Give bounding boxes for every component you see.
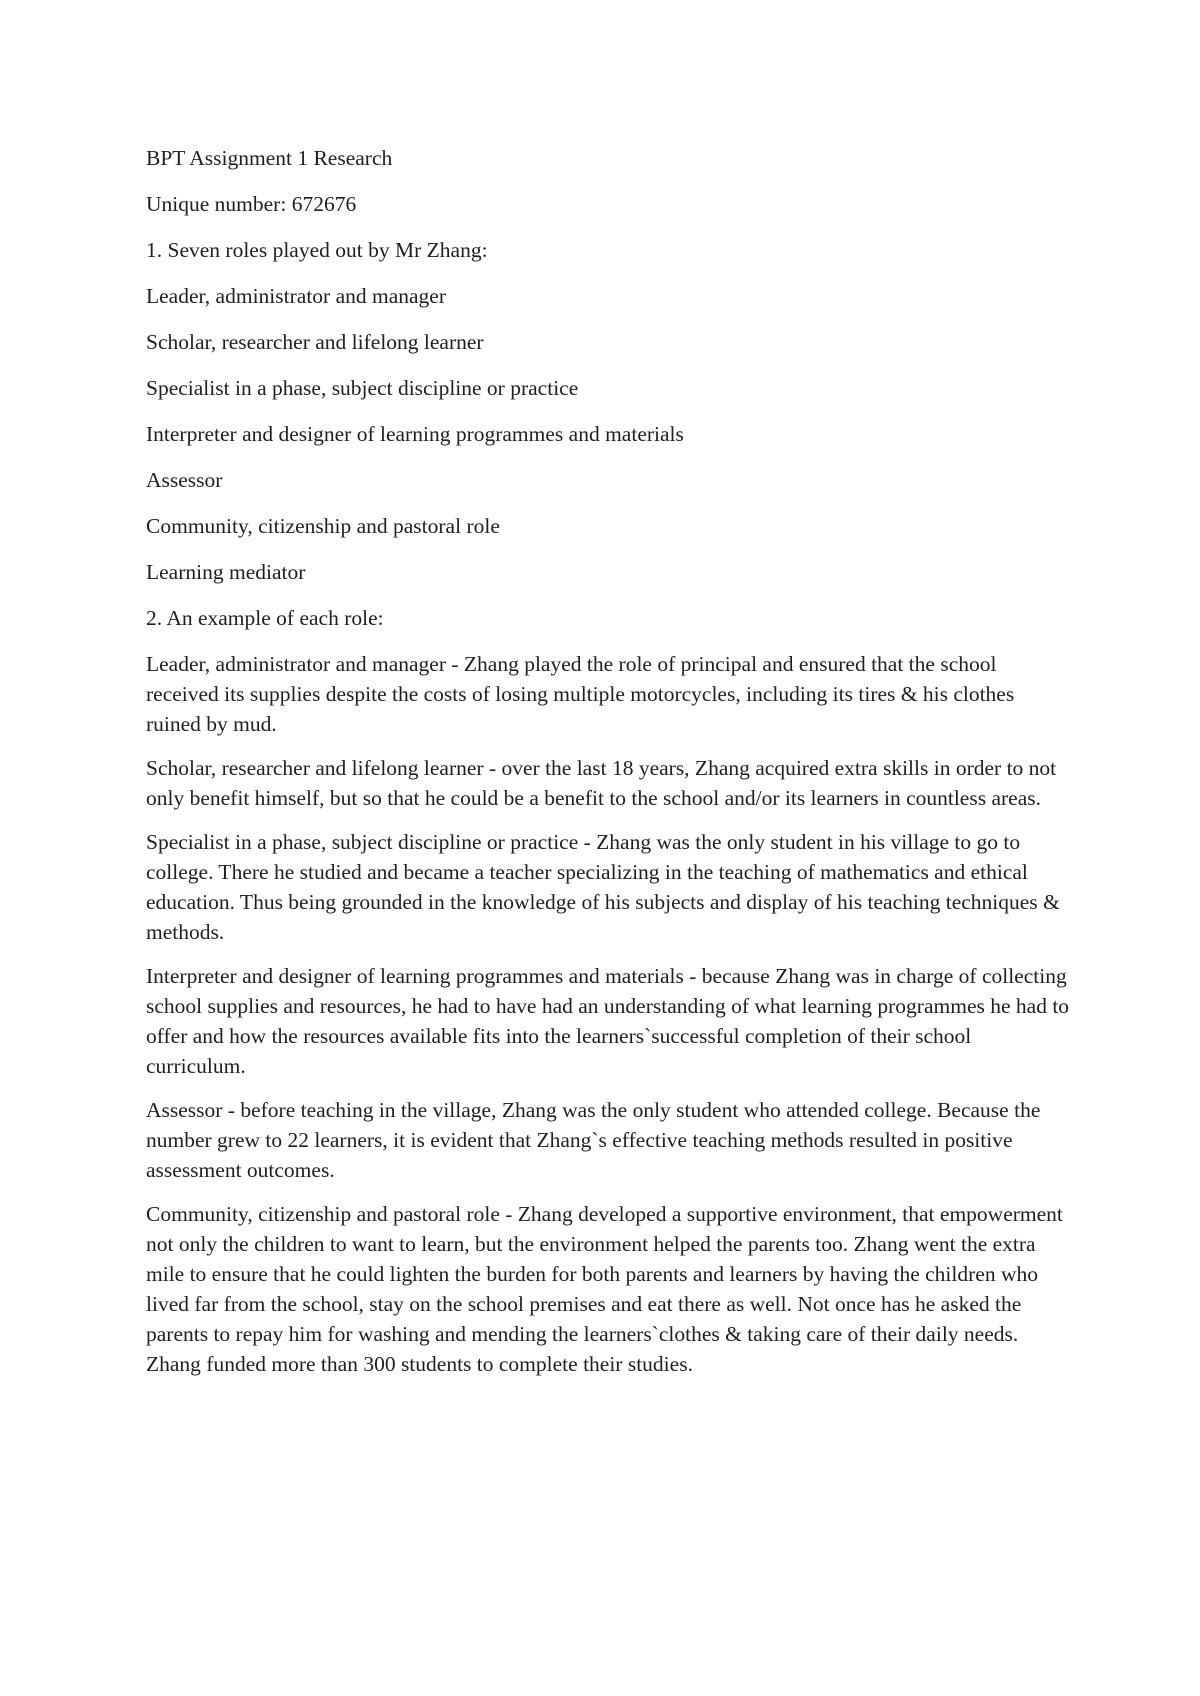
role-example-paragraph: Assessor - before teaching in the village, Zhang was the only student who attended college. Because the number grew to 22 learners, it is evident that Zhang`s effective teaching methods resulted in positive assessment outcomes. (146, 1098, 1041, 1182)
unique-number: Unique number: 672676 (146, 192, 357, 216)
question-2-heading: 2. An example of each role: (146, 606, 384, 630)
document-title: BPT Assignment 1 Research (146, 146, 393, 170)
role-item: Interpreter and designer of learning programmes and materials (146, 422, 684, 446)
role-example-paragraph: Interpreter and designer of learning programmes and materials - because Zhang was in charge of collecting school supplies and resources, he had to have had an understanding of what learning programmes he had to offer and how the resources available fits into the learners`successful completion of their school curriculum. (146, 964, 1070, 1078)
role-item: Learning mediator (146, 560, 306, 584)
role-item: Assessor (146, 468, 223, 492)
role-example-paragraph: Scholar, researcher and lifelong learner - over the last 18 years, Zhang acquired extra skills in order to not only benefit himself, but so that he could be a benefit to the school and/or its learners in countless areas. (146, 756, 1057, 810)
role-item: Community, citizenship and pastoral role (146, 514, 500, 538)
role-item: Leader, administrator and manager (146, 284, 447, 308)
role-example-paragraph: Specialist in a phase, subject discipline or practice - Zhang was the only student in his village to go to college. There he studied and became a teacher specializing in the teaching of mathematics and ethical education. Thus being grounded in the knowledge of his subjects and display of his teaching techniques & methods. (146, 830, 1060, 944)
role-item: Specialist in a phase, subject discipline or practice (146, 376, 579, 400)
question-1-heading: 1. Seven roles played out by Mr Zhang: (146, 238, 488, 262)
role-example-paragraph: Community, citizenship and pastoral role - Zhang developed a supportive environment, that empowerment not only the children to want to learn, but the environment helped the parents too. Zhang went the extra mile to ensure that he could lighten the burden for both parents and learners by having the children who lived far from the school, stay on the school premises and eat there as well. Not once has he asked the parents to repay him for washing and mending the learners`clothes & taking care of their daily needs. Zhang funded more than 300 students to complete their studies. (146, 1202, 1063, 1376)
role-example-paragraph: Leader, administrator and manager - Zhang played the role of principal and ensured that the school received its supplies despite the costs of losing multiple motorcycles, including its tires & his clothes ruined by mud. (146, 652, 1015, 736)
role-item: Scholar, researcher and lifelong learner (146, 330, 484, 354)
